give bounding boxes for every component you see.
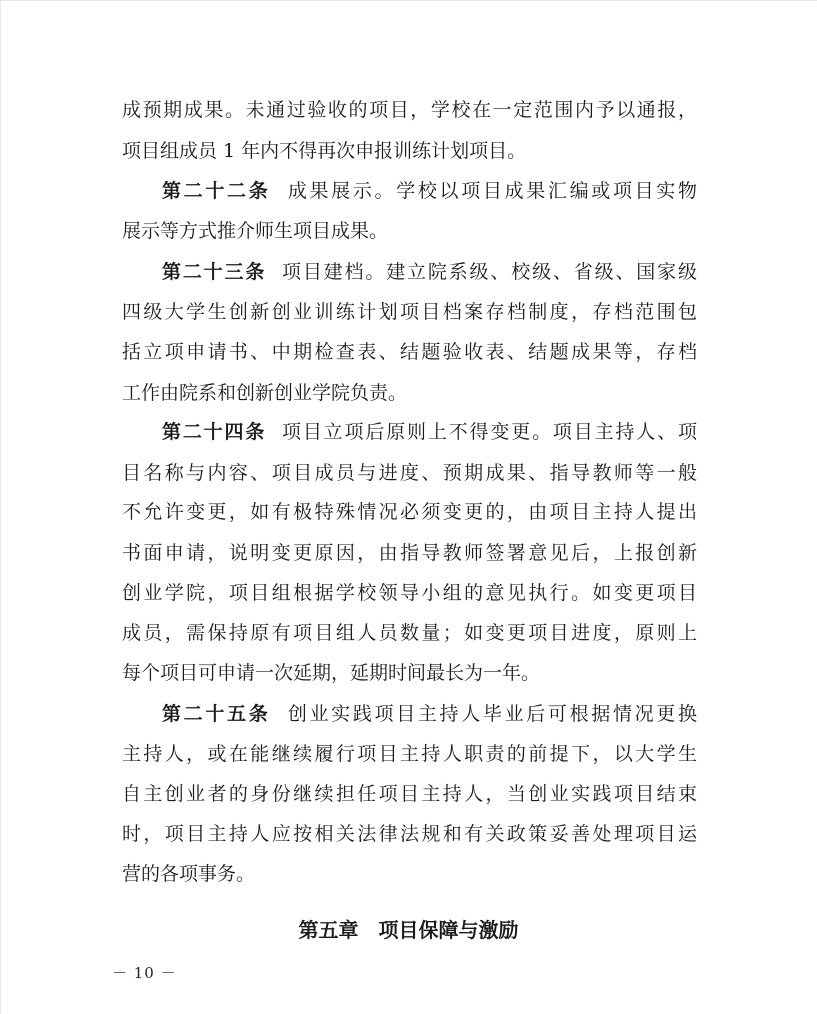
article-22-number: 第二十二条 xyxy=(162,180,271,202)
text-line: 不允许变更，如有极特殊情况必须变更的，由项目主持人提出 xyxy=(122,501,697,523)
text-line: 自主创业者的身份继续担任项目主持人，当创业实践项目结束 xyxy=(122,783,697,805)
page-edge-top xyxy=(0,0,817,1)
text-line: 营的各项事务。 xyxy=(122,863,256,885)
text-line: 每个项目可申请一次延期，延期时间最长为一年。 xyxy=(122,662,541,684)
text-line: 项目组成员 1 年内不得再次申报训练计划项目。 xyxy=(122,140,527,162)
article-23-text: 项目建档。建立院系级、校级、省级、国家级 xyxy=(281,261,697,283)
chapter-title: 项目保障与激励 xyxy=(378,918,519,942)
text-line: 成员，需保持原有项目组人员数量；如变更项目进度，原则上 xyxy=(122,622,697,644)
text-line: 目名称与内容、项目成员与进度、预期成果、指导教师等一般 xyxy=(122,462,697,484)
chapter-heading xyxy=(0,916,817,944)
article-23-number: 第二十三条 xyxy=(162,261,267,283)
page-number: － 10 － xyxy=(112,964,177,982)
article-25-first-line xyxy=(162,701,697,727)
text-line: 四级大学生创新创业训练计划项目档案存档制度，存档范围包 xyxy=(122,301,697,323)
text-line: 主持人，或在能继续履行项目主持人职责的前提下，以大学生 xyxy=(122,743,697,765)
text-line: 展示等方式推介师生项目成果。 xyxy=(122,220,389,242)
article-23-first-line xyxy=(162,259,697,285)
article-24-first-line xyxy=(162,419,697,445)
article-24-text: 项目立项后原则上不得变更。项目主持人、项 xyxy=(281,421,697,443)
text-line: 成预期成果。未通过验收的项目，学校在一定范围内予以通报， xyxy=(122,99,697,121)
article-22-text: 成果展示。学校以项目成果汇编或项目实物 xyxy=(287,180,697,202)
chapter-number: 第五章 xyxy=(298,918,359,942)
text-line: 创业学院，项目组根据学校领导小组的意见执行。如变更项目 xyxy=(122,582,697,604)
text-line: 书面申请，说明变更原因，由指导教师签署意见后，上报创新 xyxy=(122,542,697,564)
page-edge-left xyxy=(0,0,1,1014)
article-25-number: 第二十五条 xyxy=(162,703,271,725)
text-line: 工作由院系和创新创业学院负责。 xyxy=(122,382,408,404)
article-25-text: 创业实践项目主持人毕业后可根据情况更换 xyxy=(287,703,697,725)
text-line: 时，项目主持人应按相关法律法规和有关政策妥善处理项目运 xyxy=(122,823,697,845)
article-24-number: 第二十四条 xyxy=(162,421,267,443)
article-22-first-line xyxy=(162,178,697,204)
text-line: 括立项申请书、中期检查表、结题验收表、结题成果等，存档 xyxy=(122,341,697,363)
